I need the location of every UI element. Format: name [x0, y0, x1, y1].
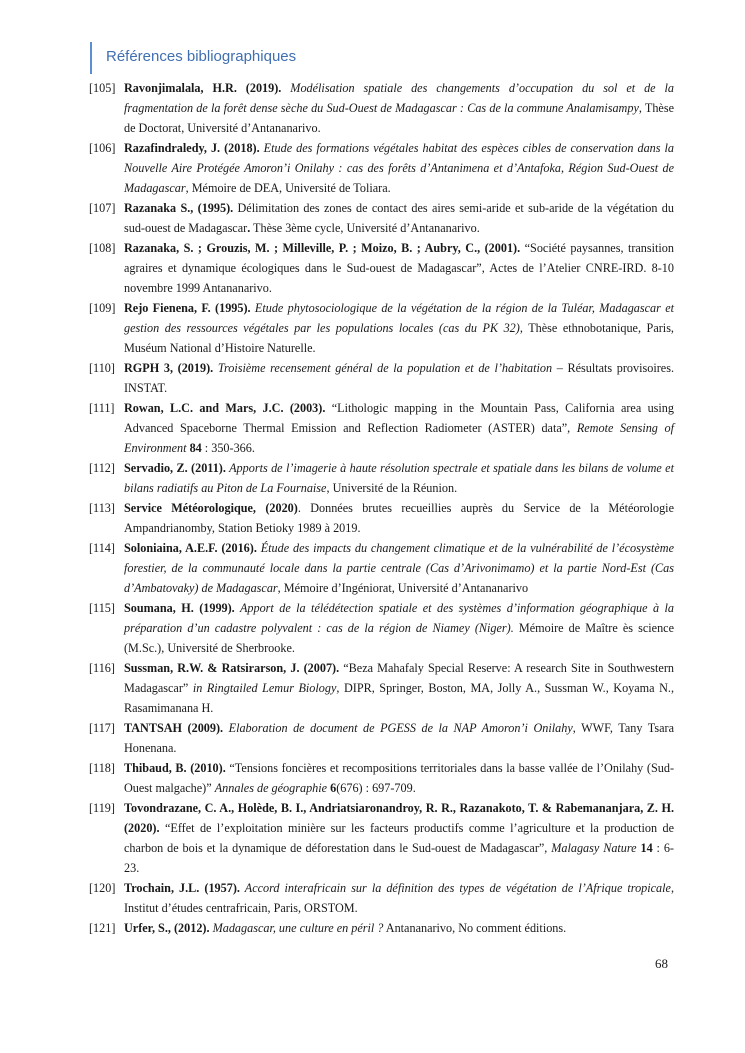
reference-details: – Résultats provisoires. INSTAT. — [124, 361, 674, 395]
reference-details: , DIPR, Springer, Boston, MA, Jolly A., Sussman W., Koyama N., Rasamimanana H. — [124, 681, 674, 715]
reference-title: in Ringtailed Lemur Biology — [188, 681, 337, 695]
reference-author: Thibaud, B. (2010). — [124, 761, 226, 775]
reference-volume: 84 — [186, 441, 202, 455]
reference-number: [107] — [89, 201, 116, 215]
reference-author: Urfer, S., (2012). — [124, 921, 210, 935]
reference-author: Trochain, J.L. (1957). — [124, 881, 240, 895]
reference-item — [89, 458, 674, 498]
reference-item — [89, 658, 674, 718]
reference-pages: : 350-366. — [201, 441, 255, 455]
reference-author: Soloniaina, A.E.F. (2016). — [124, 541, 257, 555]
reference-author: Rowan, L.C. and Mars, J.C. (2003). — [124, 401, 326, 415]
reference-number: [115] — [89, 601, 115, 615]
reference-title: Madagascar, une culture en péril ? — [209, 921, 384, 935]
reference-title: Etude des formations végétales habitat des espèces cibles de conservation dans la Nouvelle Aire Protégée Amoron’i Onilahy : cas des forêts d’Antanimena et d’Antafoka, Région Sud-Ouest de Madagascar — [124, 141, 675, 195]
reference-details: . Données brutes recueillies auprès du Service de la Météorologie Ampandrianomby, Station Betioky 1989 à 2019. — [124, 501, 674, 535]
reference-list — [89, 78, 674, 938]
reference-item — [89, 358, 674, 398]
section-header-title: Références bibliographiques — [106, 48, 297, 65]
reference-volume: 14 — [636, 841, 653, 855]
reference-author: Servadio, Z. (2011). — [124, 461, 226, 475]
reference-details: , Mémoire de DEA, Université de Toliara. — [185, 181, 391, 195]
page-number: 68 — [655, 956, 668, 971]
reference-details: “Société paysannes, transition agraires et dynamique écologiques dans le Sud-ouest de Madagascar”, Actes de l’Atelier CNRE-IRD. 8-10 novembre 1999 Antananarivo. — [124, 241, 674, 295]
reference-item — [89, 398, 674, 458]
reference-title: Étude des impacts du changement climatique et de la vulnérabilité de l’écosystème forestier, de la communauté locale dans la partie centrale (Cas d’Arivonimamo) et la partie Nord-Est (Cas d’Ambatovaky) de Madagascar — [124, 541, 674, 595]
reference-author: Rejo Fienena, F. (1995). — [124, 301, 251, 315]
reference-item — [89, 918, 674, 938]
reference-item — [89, 758, 674, 798]
reference-author: Service Météorologique, (2020) — [124, 501, 298, 515]
reference-item — [89, 538, 674, 598]
header-accent-bar — [90, 42, 92, 74]
reference-number: [120] — [89, 881, 116, 895]
reference-title: Modélisation spatiale des changements d’occupation du sol et de la fragmentation de la forêt dense sèche du Sud-Ouest de Madagascar : Cas de la commune Analamisampy — [124, 81, 674, 115]
reference-number: [108] — [89, 241, 116, 255]
reference-item — [89, 138, 674, 198]
reference-journal: Remote Sensing of Environment — [124, 421, 674, 455]
reference-number: [113] — [89, 501, 115, 515]
reference-details: Antananarivo, No comment éditions. — [383, 921, 567, 935]
reference-details: “Tensions foncières et recompositions territoriales dans la basse vallée de l’Onilahy (Sud-Ouest malgache)” — [124, 761, 674, 795]
reference-author: TANTSAH (2009). — [124, 721, 224, 735]
reference-title: Elaboration de document de PGESS de la NAP Amoron’i Onilahy — [223, 721, 573, 735]
reference-item — [89, 198, 674, 238]
reference-details: Délimitation des zones de contact des aires semi-aride et sub-aride de la végétation du sud-ouest de Madagascar — [124, 201, 674, 235]
reference-number: [119] — [89, 801, 115, 815]
reference-item — [89, 498, 674, 538]
reference-author: Razanaka, S. ; Grouzis, M. ; Milleville, P. ; Moizo, B. ; Aubry, C., (2001). — [124, 241, 521, 255]
reference-author: Sussman, R.W. & Ratsirarson, J. (2007). — [124, 661, 340, 675]
reference-details: Mémoire de Maître ès science (M.Sc.), Université de Sherbrooke. — [124, 621, 674, 655]
reference-author: RGPH 3, (2019). — [124, 361, 214, 375]
reference-details: , Université de la Réunion. — [326, 481, 458, 495]
reference-number: [116] — [89, 661, 115, 675]
reference-item — [89, 878, 674, 918]
reference-title: Etude phytosociologique de la végétation de la région de la Tuléar, Madagascar et gestion des ressources végétales par les populations locales (cas du PK 32) — [124, 301, 675, 335]
reference-author: Soumana, H. (1999). — [124, 601, 235, 615]
reference-author: Ravonjimalala, H.R. (2019). — [124, 81, 282, 95]
reference-number: [117] — [89, 721, 115, 735]
reference-title: Troisième recensement général de la population et de l’habitation — [213, 361, 553, 375]
reference-details: “Lithologic mapping in the Mountain Pass, California area using Advanced Spaceborne Thermal Emission and Reflection Radiometer (ASTER) data”, — [124, 401, 674, 435]
reference-punctuation: . — [247, 221, 251, 235]
reference-number: [109] — [89, 301, 116, 315]
reference-number: [110] — [89, 361, 115, 375]
reference-item — [89, 798, 674, 878]
reference-number: [118] — [89, 761, 115, 775]
reference-details: , Thèse ethnobotanique, Paris, Muséum National d’Histoire Naturelle. — [124, 321, 674, 355]
reference-title: Accord interafricain sur la définition des types de végétation de l’Afrique tropicale — [239, 881, 671, 895]
reference-item — [89, 298, 674, 358]
reference-number: [106] — [89, 141, 116, 155]
reference-item — [89, 598, 674, 658]
reference-pages: : 6-23. — [124, 841, 674, 875]
reference-details: , WWF, Tany Tsara Honenana. — [124, 721, 674, 755]
reference-details: “Effet de l’exploitation minière sur les facteurs productifs comme l’agriculture et la production de charbon de bois et la dynamique de déforestation dans le Sud-ouest de Madagascar”, — [124, 821, 674, 855]
reference-author: Razanaka S., (1995). — [124, 201, 234, 215]
reference-number: [121] — [89, 921, 116, 935]
reference-details: , Thèse de Doctorat, Université d’Antananarivo. — [124, 101, 674, 135]
reference-number: [114] — [89, 541, 115, 555]
reference-number: [112] — [89, 461, 115, 475]
reference-title: Apports de l’imagerie à haute résolution spectrale et spatiale dans les bilans de volume et bilans radiatifs au Piton de La Fournaise — [124, 461, 674, 495]
reference-item — [89, 78, 674, 138]
reference-details: , Mémoire d’Ingéniorat, Université d’Antananarivo — [277, 581, 529, 595]
reference-number: [105] — [89, 81, 116, 95]
reference-details: “Beza Mahafaly Special Reserve: A research Site in Southwestern Madagascar” — [124, 661, 674, 695]
reference-journal: Annales de géographie — [214, 781, 328, 795]
reference-item — [89, 718, 674, 758]
reference-author: Razafindraledy, J. (2018). — [124, 141, 260, 155]
reference-title: Apport de la télédétection spatiale et des systèmes d’information géographique à la préparation d’un cadastre polyvalent : cas de la région de Niamey (Niger). — [124, 601, 674, 635]
reference-author: Tovondrazane, C. A., Holède, B. I., Andriatsiaronandroy, R. R., Razanakoto, T. & Rabemananjara, Z. H. (2020). — [124, 801, 674, 835]
reference-volume: 6 — [327, 781, 337, 795]
reference-journal: Malagasy Nature — [551, 841, 637, 855]
reference-item — [89, 238, 674, 298]
reference-number: [111] — [89, 401, 115, 415]
reference-pages: (676) : 697-709. — [336, 781, 416, 795]
reference-details: Thèse 3ème cycle, Université d’Antananarivo. — [250, 221, 480, 235]
reference-details: , Institut d’études centrafricain, Paris, ORSTOM. — [124, 881, 674, 915]
